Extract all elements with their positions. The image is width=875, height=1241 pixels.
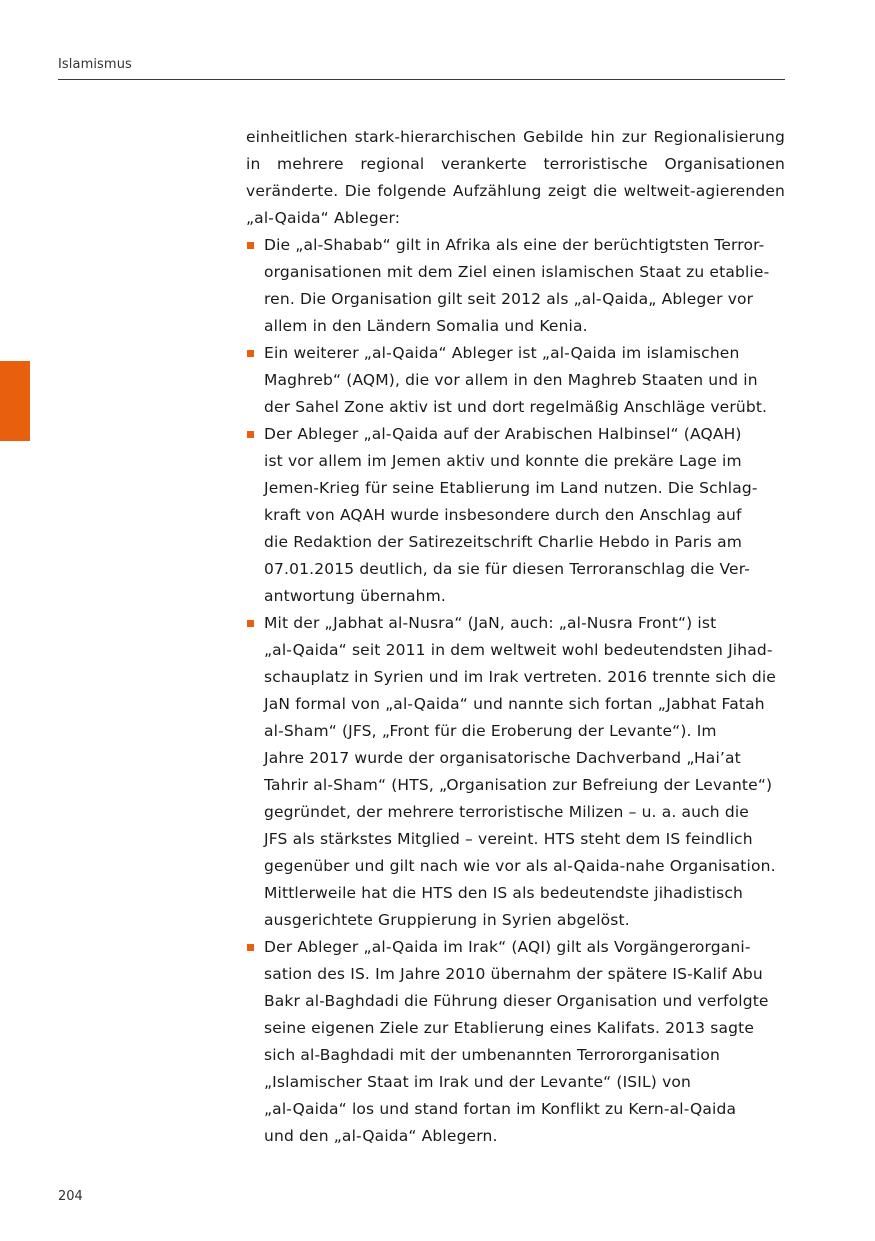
bullet-line: JaN formal von „al-Qaida“ und nannte sich fortan „Jabhat Fatah	[264, 695, 765, 713]
bullet-line: allem in den Ländern Somalia und Kenia.	[264, 317, 588, 335]
bullet-line: schauplatz in Syrien und im Irak vertreten. 2016 trennte sich die	[264, 668, 776, 686]
bullet-line: organisationen mit dem Ziel einen islamischen Staat zu etablie-	[264, 263, 770, 281]
bullet-line: antwortung übernahm.	[264, 587, 446, 605]
square-bullet-icon	[247, 431, 254, 438]
bullet-line: der Sahel Zone aktiv ist und dort regelmäßig Anschläge verübt.	[264, 398, 768, 416]
square-bullet-icon	[247, 350, 254, 357]
bullet-line: Die „al-Shabab“ gilt in Afrika als eine der berüchtigtsten Terror-	[264, 236, 765, 254]
main-text-column	[246, 124, 785, 1150]
bullet-line: al-Sham“ (JFS, „Front für die Eroberung der Levante“). Im	[264, 722, 717, 740]
bullet-line: die Redaktion der Satirezeitschrift Charlie Hebdo in Paris am	[264, 533, 742, 551]
header-rule	[58, 79, 785, 80]
bullet-line: kraft von AQAH wurde insbesondere durch den Anschlag auf	[264, 506, 742, 524]
ableger-bullet-list	[246, 232, 785, 1150]
square-bullet-icon	[247, 620, 254, 627]
bullet-line: JFS als stärkstes Mitglied – vereint. HTS steht dem IS feindlich	[264, 830, 753, 848]
bullet-item	[246, 610, 785, 934]
bullet-line: Maghreb“ (AQM), die vor allem in den Maghreb Staaten und in	[264, 371, 758, 389]
bullet-line: gegründet, der mehrere terroristische Milizen – u. a. auch die	[264, 803, 749, 821]
page-number: 204	[58, 1189, 83, 1204]
intro-paragraph: einheitlichen stark-hierarchischen Gebilde hin zur Regionalisierung in mehrere regional verankerte terroristische Organisationen veränderte. Die folgende Aufzählung zeigt die weltweit-agierenden „al-Qaida“ Ableger:	[246, 128, 785, 227]
bullet-line: seine eigenen Ziele zur Etablierung eines Kalifats. 2013 sagte	[264, 1019, 755, 1037]
bullet-line: „al-Qaida“ los und stand fortan im Konflikt zu Kern-al-Qaida	[264, 1100, 737, 1118]
bullet-line: Tahrir al-Sham“ (HTS, „Organisation zur Befreiung der Levante“)	[264, 776, 773, 794]
bullet-line: gegenüber und gilt nach wie vor als al-Qaida-nahe Organisation.	[264, 857, 776, 875]
bullet-line: Jemen-Krieg für seine Etablierung im Land nutzen. Die Schlag-	[264, 479, 758, 497]
running-head-title: Islamismus	[58, 57, 132, 72]
bullet-line: 07.01.2015 deutlich, da sie für diesen Terroranschlag die Ver-	[264, 560, 750, 578]
bullet-line: „Islamischer Staat im Irak und der Levante“ (ISIL) von	[264, 1073, 692, 1091]
bullet-line: sation des IS. Im Jahre 2010 übernahm der spätere IS-Kalif Abu	[264, 965, 763, 983]
bullet-line: ren. Die Organisation gilt seit 2012 als „al-Qaida„ Ableger vor	[264, 290, 754, 308]
chapter-tab-marker	[0, 361, 30, 441]
bullet-line: Bakr al-Baghdadi die Führung dieser Organisation und verfolgte	[264, 992, 769, 1010]
bullet-line: „al-Qaida“ seit 2011 in dem weltweit wohl bedeutendsten Jihad-	[264, 641, 773, 659]
bullet-item	[246, 421, 785, 610]
bullet-line: und den „al-Qaida“ Ablegern.	[264, 1127, 498, 1145]
bullet-item	[246, 340, 785, 421]
bullet-line: Jahre 2017 wurde der organisatorische Dachverband „Hai’at	[264, 749, 741, 767]
bullet-line: Der Ableger „al-Qaida im Irak“ (AQI) gilt als Vorgängerorgani-	[264, 938, 751, 956]
square-bullet-icon	[247, 242, 254, 249]
bullet-line: Mittlerweile hat die HTS den IS als bedeutendste jihadistisch	[264, 884, 744, 902]
bullet-line: sich al-Baghdadi mit der umbenannten Terrororganisation	[264, 1046, 721, 1064]
square-bullet-icon	[247, 944, 254, 951]
bullet-line: ist vor allem im Jemen aktiv und konnte die prekäre Lage im	[264, 452, 742, 470]
bullet-line: Der Ableger „al-Qaida auf der Arabischen Halbinsel“ (AQAH)	[264, 425, 742, 443]
bullet-line: Mit der „Jabhat al-Nusra“ (JaN, auch: „al-Nusra Front“) ist	[264, 614, 717, 632]
bullet-line: ausgerichtete Gruppierung in Syrien abgelöst.	[264, 911, 630, 929]
bullet-item	[246, 934, 785, 1150]
bullet-item	[246, 232, 785, 340]
bullet-line: Ein weiterer „al-Qaida“ Ableger ist „al-Qaida im islamischen	[264, 344, 740, 362]
